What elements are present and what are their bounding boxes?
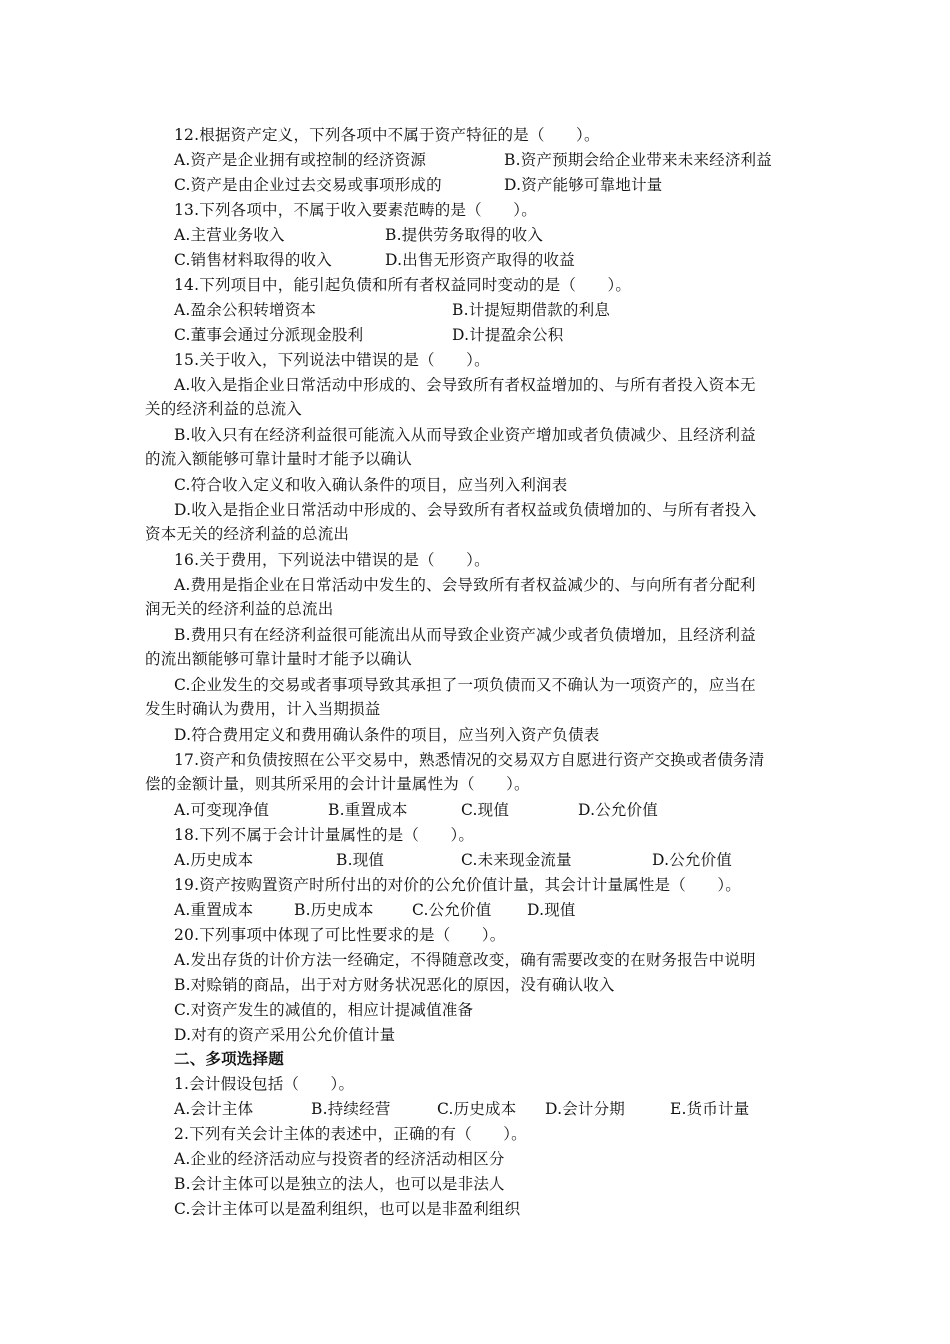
option-text: D.资产能够可靠地计量	[504, 176, 663, 194]
section-heading: 二、多项选择题	[174, 1049, 284, 1068]
option-text: D.会计分期	[545, 1100, 626, 1118]
option-text: A.历史成本	[174, 851, 254, 869]
option-text: A.收入是指企业日常活动中形成的、会导致所有者权益增加的、与所有者投入资本无	[174, 376, 756, 394]
option-text: 润无关的经济利益的总流出	[145, 600, 334, 618]
option-text: A.可变现净值	[174, 801, 270, 819]
option-text: C.董事会通过分派现金股利	[174, 326, 364, 344]
option-text: C.公允价值	[412, 901, 492, 919]
option-text: A.发出存货的计价方法一经确定，不得随意改变，确有需要改变的在财务报告中说明	[174, 951, 756, 969]
question-stem: 1.会计假设包括（ ）。	[174, 1075, 355, 1093]
option-text: C.符合收入定义和收入确认条件的项目，应当列入利润表	[174, 476, 568, 494]
option-text: A.主营业务收入	[174, 226, 285, 244]
option-text: D.现值	[527, 901, 576, 919]
option-text: 资本无关的经济利益的总流出	[145, 525, 350, 543]
option-text: E.货币计量	[670, 1100, 750, 1118]
option-text: C.历史成本	[437, 1100, 517, 1118]
question-stem: 偿的金额计量，则其所采用的会计计量属性为（ ）。	[145, 775, 530, 793]
option-text: B.历史成本	[294, 901, 374, 919]
option-text: D.符合费用定义和费用确认条件的项目，应当列入资产负债表	[174, 726, 600, 744]
option-text: A.企业的经济活动应与投资者的经济活动相区分	[174, 1150, 505, 1168]
question-stem: 19.资产按购置资产时所付出的对价的公允价值计量，其会计计量属性是（ ）。	[174, 876, 742, 894]
option-text: B.资产预期会给企业带来未来经济利益	[504, 151, 772, 169]
option-text: A.会计主体	[174, 1100, 254, 1118]
question-stem: 13.下列各项中，不属于收入要素范畴的是（ ）。	[174, 201, 537, 219]
option-text: C.对资产发生的减值的，相应计提减值准备	[174, 1001, 474, 1019]
option-text: A.资产是企业拥有或控制的经济资源	[174, 151, 427, 169]
option-text: A.盈余公积转增资本	[174, 301, 317, 319]
option-text: B.计提短期借款的利息	[452, 301, 611, 319]
option-text: D.计提盈余公积	[452, 326, 564, 344]
option-text: B.对赊销的商品，出于对方财务状况恶化的原因，没有确认收入	[174, 976, 615, 994]
option-text: D.收入是指企业日常活动中形成的、会导致所有者权益或负债增加的、与所有者投入	[174, 501, 757, 519]
option-text: B.持续经营	[311, 1100, 391, 1118]
option-text: C.未来现金流量	[461, 851, 572, 869]
option-text: D.公允价值	[652, 851, 733, 869]
option-text: B.会计主体可以是独立的法人，也可以是非法人	[174, 1175, 505, 1193]
option-text: A.重置成本	[174, 901, 254, 919]
question-stem: 14.下列项目中，能引起负债和所有者权益同时变动的是（ ）。	[174, 276, 632, 294]
question-stem: 2.下列有关会计主体的表述中，正确的有（ ）。	[174, 1125, 527, 1143]
question-stem: 16.关于费用，下列说法中错误的是（ ）。	[174, 551, 490, 569]
option-text: C.会计主体可以是盈利组织，也可以是非盈利组织	[174, 1200, 521, 1218]
option-text: D.公允价值	[578, 801, 659, 819]
option-text: 的流出额能够可靠计量时才能予以确认	[145, 650, 412, 668]
question-stem: 20.下列事项中体现了可比性要求的是（ ）。	[174, 926, 506, 944]
option-text: B.提供劳务取得的收入	[385, 226, 544, 244]
question-stem: 15.关于收入，下列说法中错误的是（ ）。	[174, 351, 490, 369]
option-text: C.资产是由企业过去交易或事项形成的	[174, 176, 442, 194]
option-text: 发生时确认为费用，计入当期损益	[145, 700, 381, 718]
question-stem: 18.下列不属于会计计量属性的是（ ）。	[174, 826, 475, 844]
question-stem: 17.资产和负债按照在公平交易中，熟悉情况的交易双方自愿进行资产交换或者债务清	[174, 751, 765, 769]
option-text: C.现值	[461, 801, 510, 819]
option-text: D.对有的资产采用公允价值计量	[174, 1026, 396, 1044]
option-text: A.费用是指企业在日常活动中发生的、会导致所有者权益减少的、与向所有者分配利	[174, 576, 756, 594]
option-text: 的流入额能够可靠计量时才能予以确认	[145, 450, 412, 468]
question-stem: 12.根据资产定义，下列各项中不属于资产特征的是（ ）。	[174, 126, 600, 144]
option-text: D.出售无形资产取得的收益	[385, 251, 575, 269]
option-text: B.现值	[336, 851, 385, 869]
option-text: B.费用只有在经济利益很可能流出从而导致企业资产减少或者负债增加，且经济利益	[174, 626, 756, 644]
option-text: C.企业发生的交易或者事项导致其承担了一项负债而又不确认为一项资产的，应当在	[174, 676, 756, 694]
option-text: B.收入只有在经济利益很可能流入从而导致企业资产增加或者负债减少、且经济利益	[174, 426, 756, 444]
option-text: 关的经济利益的总流入	[145, 400, 303, 418]
option-text: C.销售材料取得的收入	[174, 251, 332, 269]
option-text: B.重置成本	[328, 801, 408, 819]
